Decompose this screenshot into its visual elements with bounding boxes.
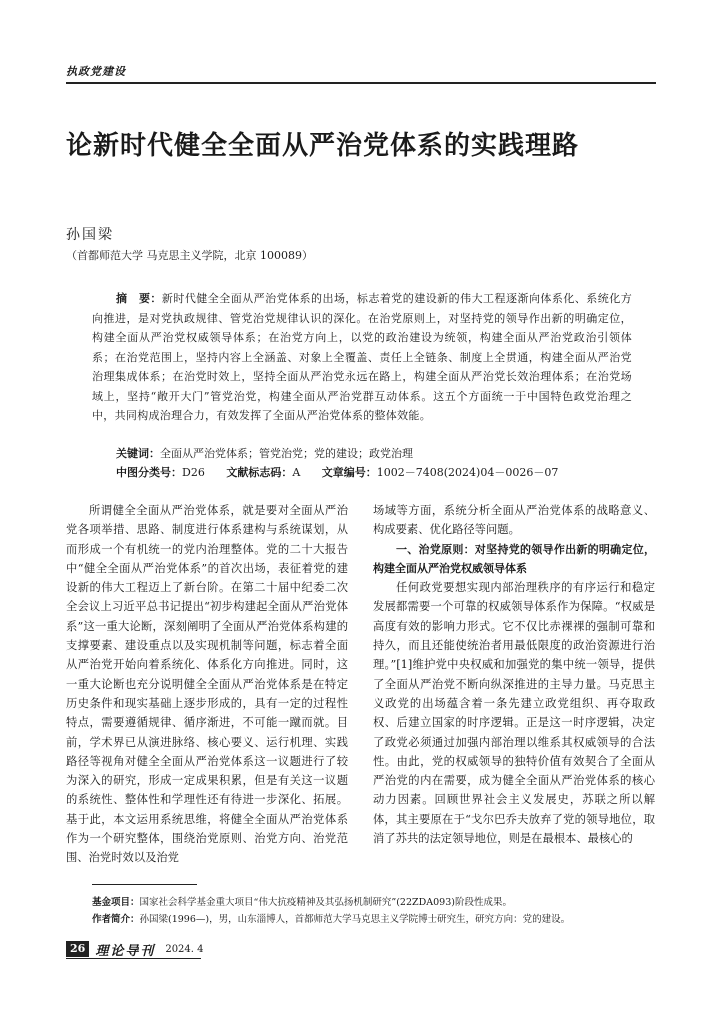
article-no-label: 文章编号： (321, 466, 377, 479)
body-right-column (373, 501, 655, 848)
abstract (92, 289, 632, 426)
clc-value: D26 (182, 466, 205, 479)
fund-note (92, 894, 662, 911)
article-title: 论新时代健全全面从严治党体系的实践理路 (66, 131, 580, 161)
author-name: 孙国梁 (66, 227, 114, 243)
journal-issue: 2024. 4 (165, 943, 204, 955)
footnotes (92, 894, 662, 928)
author-bio-text: 孙国梁(1996—)，男，山东淄博人，首都师范大学马克思主义学院博士研究生，研究方向：党的建设。 (139, 914, 571, 925)
author-affiliation: （首都师范大学 马克思主义学院，北京 100089） (66, 249, 313, 262)
page-number: 26 (66, 941, 89, 957)
author-bio-note (92, 911, 662, 928)
footer-rule (66, 958, 201, 959)
header-rule (66, 82, 656, 84)
column-tag: 执政党建设 (66, 65, 126, 78)
fund-label: 基金项目： (92, 897, 140, 908)
classification-line (116, 464, 558, 480)
clc-label: 中图分类号： (116, 466, 182, 479)
keywords (116, 445, 413, 461)
intro-continuation: 场域等方面，系统分析全面从严治党体系的战略意义、构成要素、优化路径等问题。 (373, 504, 655, 537)
fund-text: 国家社会科学基金重大项目“伟大抗疫精神及其弘扬机制研究”(22ZDA093)阶段性成果。 (139, 897, 512, 908)
doc-code-label: 文献标志码： (226, 466, 293, 479)
keywords-text: 全面从严治党体系；管党治党；党的建设；政党治理 (160, 447, 413, 460)
abstract-label: 摘 要： (116, 292, 162, 305)
abstract-text: 新时代健全全面从严治党体系的出场，标志着党的建设新的伟大工程逐渐向体系化、系统化方向推进，是对党执政规律、管党治党规律认识的深化。在治党原则上，对坚持党的领导作出新的明确定位，构建全面从严治党权威领导体系；在治党方向上，以党的政治建设为统领，构建全面从严治党政治引领体系；在治党范围上，坚持内容上全涵盖、对象上全覆盖、责任上全链条、制度上全贯通，构建全面从严治党治理集成体系；在治党时效上，坚持全面从严治党永远在路上，构建全面从严治党长效治理体系；在治党场域上，坚持“敞开大门”管党治党，构建全面从严治党群互动体系。这五个方面统一于中国特色政党治理之中，共同构成治理合力，有效发挥了全面从严治党体系的整体效能。 (92, 292, 633, 422)
section-paragraph: 任何政党要想实现内部治理秩序的有序运行和稳定发展都需要一个可靠的权威领导体系作为保障。“权威是高度有效的影响力形式。它不仅比赤裸裸的强制可靠和持久，而且还能使统治者用最低限度的政治资源进行治理。”[1]维护党中央权威和加强党的集中统一领导，提供了全面从严治党不断向纵深推进的主导力量。马克思主义政党的出场蕴含着一条先建立政党组织、再夺取政权、后建立国家的时序逻辑。正是这一时序逻辑，决定了政党必须通过加强内部治理以维系其权威领导的合法性。由此，党的权威领导的独特价值有效契合了全面从严治党的内在需要，成为健全全面从严治党体系的核心动力因素。回顾世界社会主义发展史，苏联之所以解体，其主要原在于“戈尔巴乔夫放弃了党的领导地位，取消了苏共的法定领导地位，则是在最根本、最核心的 (373, 581, 655, 846)
intro-paragraph: 所谓健全全面从严治党体系，就是要对全面从严治党各项举措、思路、制度进行体系建构与系统谋划，从而形成一个有机统一的党内治理整体。党的二十大报告中“健全全面从严治党体系”的首次出场，表征着党的建设新的伟大工程迈上了新台阶。在第二十届中纪委二次全会议上习近平总书记提出“初步构建起全面从严治党体系”这一重大论断，深刻阐明了全面从严治党体系构建的支撑要素、建设重点以及实现机制等问题，标志着全面从严治党开始向着系统化、体系化方向推进。同时，这一重大论断也充分说明健全全面从严治党体系是在特定历史条件和现实基础上逐步形成的，具有一定的过程性特点，需要遵循规律、循序渐进，不可能一蹴而就。目前，学术界已从演进脉络、核心要义、运行机理、实践路径等视角对健全全面从严治党体系这一议题进行了较为深入的研究，形成一定成果积累，但是有关这一议题的系统性、整体性和学理性还有待进一步深化、拓展。基于此，本文运用系统思维，将健全全面从严治党体系作为一个研究整体，围绕治党原则、治党方向、治党范围、治党时效以及治党 (66, 504, 348, 865)
page-footer (66, 941, 204, 957)
journal-name: 理论导刊 (95, 943, 156, 959)
author-bio-label: 作者简介： (92, 914, 140, 925)
doc-code-value: A (292, 466, 301, 479)
keywords-label: 关键词： (116, 447, 160, 460)
body-left-column (66, 501, 348, 868)
footnote-rule (92, 884, 197, 885)
section-heading: 一、治党原则：对坚持党的领导作出新的明确定位，构建全面从严治党权威领导体系 (373, 542, 655, 575)
article-no-value: 1002－7408(2024)04－0026－07 (376, 466, 559, 479)
